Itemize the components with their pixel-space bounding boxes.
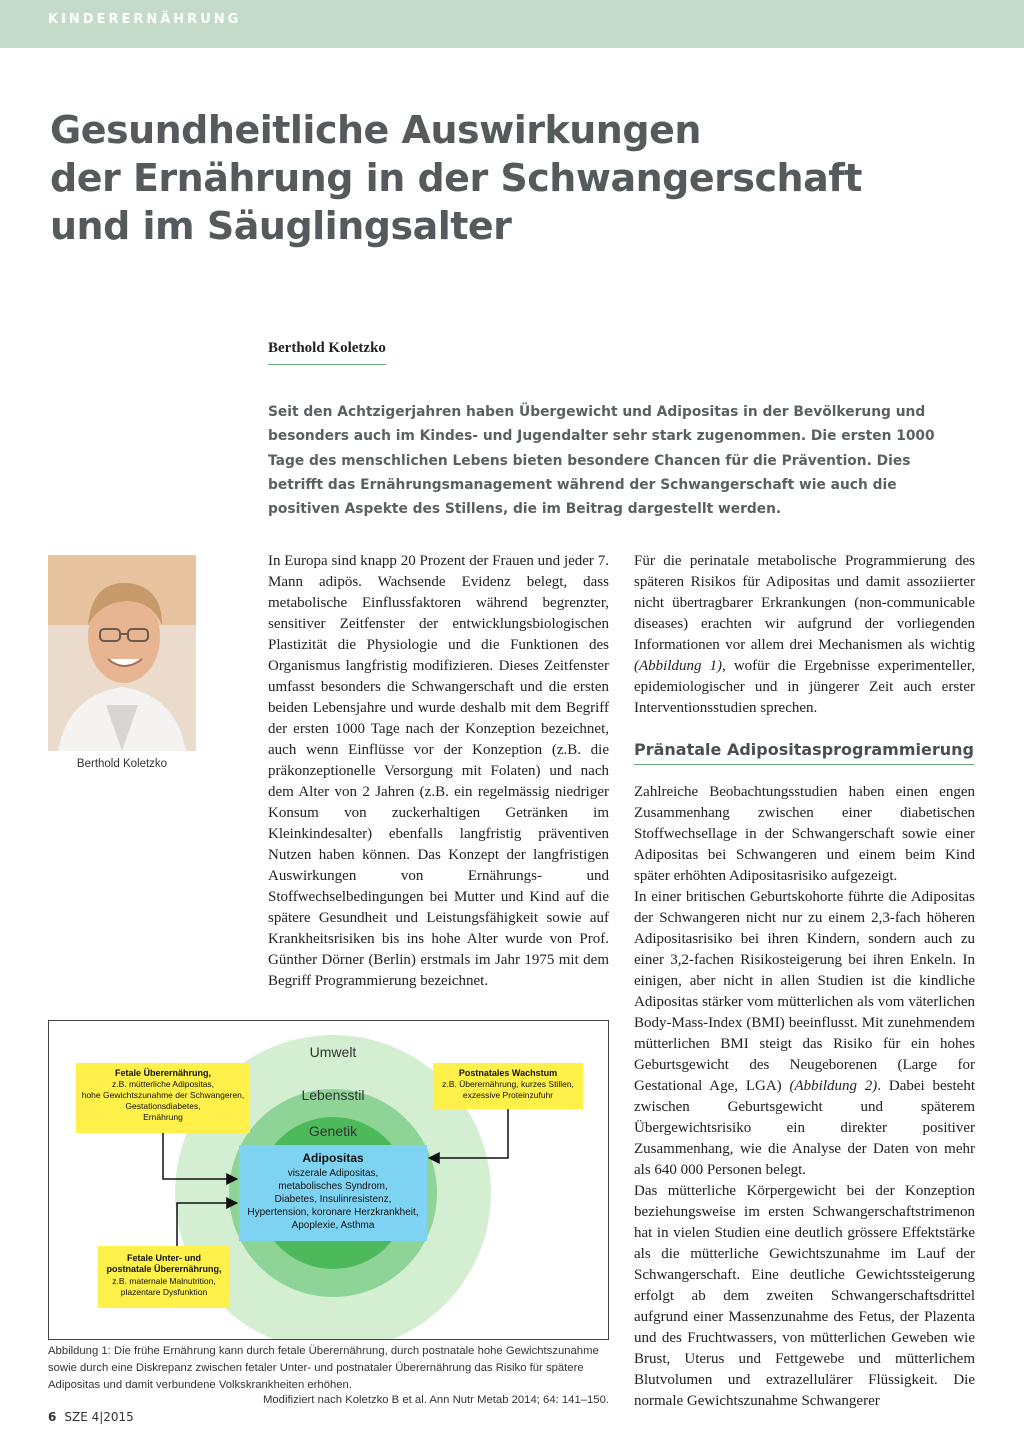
box-left-line-1: z.B. mütterliche Adipositas, <box>111 1079 215 1089</box>
figure-source: Modifiziert nach Koletzko B et al. Ann Nutr Metab 2014; 64: 141–150. <box>262 1394 609 1406</box>
section-heading: Pränatale Adipositasprogrammierung <box>634 740 974 765</box>
article-title <box>50 106 950 250</box>
paragraph: In einer britischen Geburtskohorte führte die Adipositas der Schwangeren nicht nur zu einem 2,3-fach höheren Adipositasrisiko bei ihren Kindern, sondern auch zu einer 3,2-fachen Risikosteigerung bei ihren Enkeln. In einigen, aber nicht in allen Studien ist die kindliche Adipositas stärker vom mütterlichen als vom väterlichen Body-Mass-Index (BMI) beeinflusst. Mit zunehmendem mütterlichen BMI steigt das Risiko für ein hohes Geburtsgewicht des Neugeborenen (Large for Gestational Age, LGA) (Abbildung 2). Dabei besteht zwischen Geburtsgewicht und späterem Übergewichtsrisiko ein direkter positiver Zusammenhang, wie die Analyse der Daten von mehr als 640 000 Personen belegt. <box>634 889 975 1178</box>
box-right-title: Postnatales Wachstum <box>458 1068 558 1078</box>
body-column-2-top <box>634 551 975 719</box>
section-header-band <box>0 0 1024 48</box>
figure-reference[interactable]: (Abbildung 2) <box>789 1078 878 1094</box>
box-left-line-4: Ernährung <box>143 1112 183 1122</box>
figure-reference[interactable]: (Abbildung 1) <box>634 658 723 674</box>
center-line-1: viszerale Adipositas, <box>287 1168 379 1179</box>
center-line-3: Diabetes, Insulinresistenz, <box>274 1194 392 1205</box>
box-left-line-3: Gestationsdiabetes, <box>125 1101 201 1111</box>
figure-1 <box>48 1020 609 1340</box>
center-line-2: metabolisches Syndrom, <box>278 1181 388 1192</box>
author-photo <box>48 555 196 751</box>
title-line-1: Gesundheitliche Auswirkungen <box>50 108 701 152</box>
center-title: Adipositas <box>302 1151 364 1165</box>
box-bottom-title-1: Fetale Unter- und <box>126 1253 202 1263</box>
center-line-4: Hypertension, koronare Herzkrankheit, <box>247 1207 419 1218</box>
label-genetik: Genetik <box>308 1123 358 1139</box>
label-lebensstil: Lebensstil <box>301 1087 365 1103</box>
section-label: KINDERERNÄHRUNG <box>48 12 242 27</box>
body-column-1 <box>268 551 609 992</box>
box-left-title: Fetale Überernährung, <box>114 1068 212 1078</box>
paragraph: In Europa sind knapp 20 Prozent der Frauen und jeder 7. Mann adipös. Wachsende Evidenz belegt, dass metabolische Einflussfaktoren während begrenzter, sensitiver Zeitfenster der entwicklungsbiologischen Plastizität die Physiologie und die Funktionen des Organismus langfristig modifizieren. Dieses Zeitfenster umfasst besonders die Schwangerschaft und die ersten beiden Lebensjahre und wurde deshalb mit dem Begriff der ersten 1000 Tage nach der Konzeption bezeichnet, auch wenn Einflüsse vor der Konzeption (z.B. die präkonzeptionelle Versorgung mit Folaten) und nach dem Alter von 2 Jahren (z.B. ein regelmässig niedriger Konsum von zuckerhaltigen Getränken im Kleinkindesalter) ebenfalls langfristig präventiven Nutzen haben können. Das Konzept der langfristigen Auswirkungen von Ernährungs- und Stoffwechselbedingungen bei Mutter und Kind auf die spätere Gesundheit und Leistungsfähigkeit sowie auf Krankheitsrisiken bis ins hohe Alter wurde von Prof. Günther Dörner (Berlin) erstmals im Jahr 1975 mit dem Begriff Programmierung bezeichnet. <box>268 553 609 989</box>
title-line-2: der Ernährung in der Schwangerschaft <box>50 156 862 200</box>
journal-issue: SZE 4|2015 <box>64 1410 134 1424</box>
label-umwelt: Umwelt <box>309 1044 357 1060</box>
title-line-3: und im Säuglingsalter <box>50 204 512 248</box>
box-bottom-title-2: postnatale Überernährung, <box>106 1264 222 1274</box>
center-line-5: Apoplexie, Asthma <box>291 1220 375 1231</box>
box-bottom-line-1: z.B. maternale Malnutrition, <box>112 1276 216 1286</box>
abstract: Seit den Achtzigerjahren haben Übergewicht und Adipositas in der Bevölkerung und besonders auch im Kindes- und Jugendalter sehr stark zugenommen. Die ersten 1000 Tage des menschlichen Lebens bieten besondere Chancen für die Prävention. Dies betrifft das Ernährungsmanagement während der Schwangerschaft wie auch die positiven Aspekte des Stillens, die im Beitrag dargestellt werden. <box>268 404 935 518</box>
paragraph: Zahlreiche Beobachtungsstudien haben einen engen Zusammenhang zwischen einer diabetischen Stoffwechsellage in der Schwangerschaft sowie einer Adipositas bei Schwangeren und einem beim Kind später erhöhten Adipositasrisiko aufgezeigt. <box>634 784 975 884</box>
photo-caption: Berthold Koletzko <box>76 758 168 770</box>
figure-diagram <box>49 1021 609 1340</box>
body-column-2-bottom <box>634 782 975 1412</box>
author-name: Berthold Koletzko <box>268 340 386 365</box>
page-number: 6 <box>48 1410 57 1424</box>
paragraph: Das mütterliche Körpergewicht bei der Konzeption beziehungsweise im ersten Schwangerschaftstrimenon hat in vielen Studien eine deutlich grössere Effektstärke als die mütterliche Gewichtszunahme im Lauf der Schwangerschaft. Eine deutliche Gewichtssteigerung erfolgt ab dem zweiten Schwangerschaftsdrittel aufgrund einer Massenzunahme des Fetus, der Plazenta und des Fruchtwassers, von mütterlichen Geweben wie Brust, Uterus und Fettgewebe und mütterlichem Blutvolumen und extrazellulärer Flüssigkeit. Die normale Gewichtszunahme Schwangerer <box>634 1183 975 1409</box>
box-bottom-line-2: plazentare Dysfunktion <box>120 1287 208 1297</box>
box-right-line-2: exzessive Proteinzufuhr <box>462 1090 554 1100</box>
page-footer <box>48 1410 134 1424</box>
box-left-line-2: hohe Gewichtszunahme der Schwangeren, <box>81 1090 245 1100</box>
box-right-line-1: z.B. Überernährung, kurzes Stillen, <box>442 1079 574 1089</box>
paragraph: Für die perinatale metabolische Programmierung des späteren Risikos für Adipositas und damit assoziierter nicht übertragbarer Erkrankungen (non-communicable diseases) erachten wir aufgrund der vorliegenden Informationen vor allem drei Mechanismen als wichtig (Abbildung 1), wofür die Ergebnisse experimenteller, epidemiologischer und in jüngerer Zeit auch erster Interventionsstudien sprechen. <box>634 553 975 716</box>
figure-caption: Abbildung 1: Die frühe Ernährung kann durch fetale Überernährung, durch postnatale hohe Gewichtszunahme sowie durch eine Diskrepanz zwischen fetaler Unter- und postnataler Überernährung das Risiko für spätere Adipositas und damit verbundene Volkskrankheiten erhöhen. <box>48 1345 599 1391</box>
